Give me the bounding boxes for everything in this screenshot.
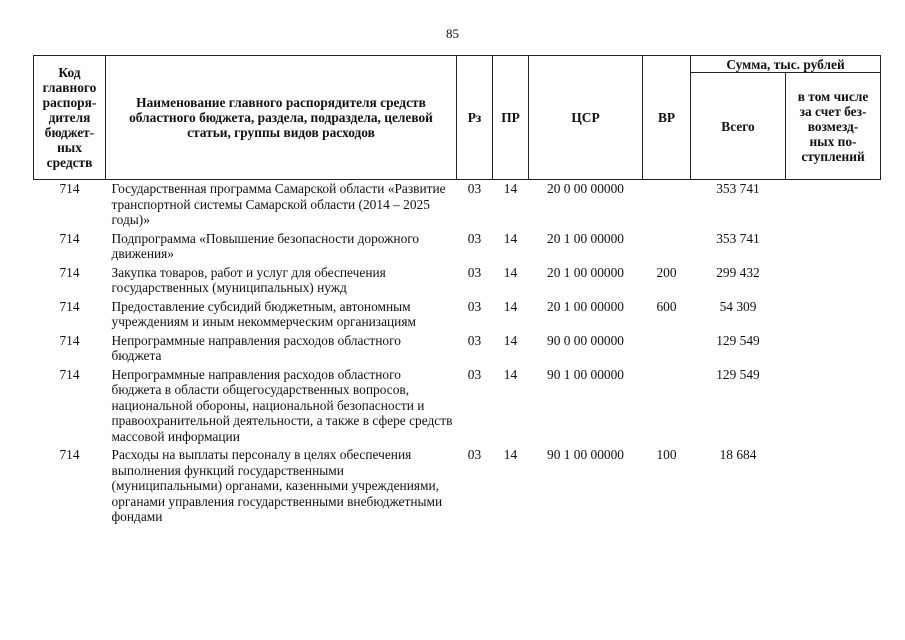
cell-total: 353 741 [716, 181, 760, 196]
cell-vr [643, 333, 691, 367]
cell-including [786, 265, 881, 299]
cell-csr: 20 1 00 00000 [547, 264, 624, 280]
header-sum: Сумма, тыс. рублей [691, 56, 881, 73]
cell-rz: 03 [467, 332, 482, 348]
cell-rz: 03 [467, 230, 482, 246]
cell-csr: 20 1 00 00000 [547, 298, 624, 314]
cell-code: 714 [59, 332, 80, 348]
cell-code: 714 [59, 264, 80, 280]
cell-including [786, 299, 881, 333]
page-number: 85 [446, 26, 459, 41]
cell-pr: 14 [503, 366, 518, 382]
cell-vr: 200 [656, 264, 677, 280]
table-body [34, 180, 881, 528]
cell-code: 714 [59, 298, 80, 314]
cell-including [786, 333, 881, 367]
cell-pr: 14 [503, 332, 518, 348]
table-row [34, 367, 881, 448]
cell-code: 714 [59, 447, 80, 462]
cell-pr: 14 [503, 264, 518, 280]
cell-rz: 03 [467, 447, 482, 462]
header-code: Код главного распоря- дителя бюджет- ных средств [34, 56, 106, 180]
header-pr: ПР [493, 56, 529, 180]
cell-csr: 90 1 00 00000 [547, 366, 624, 382]
cell-csr: 90 0 00 00000 [547, 332, 624, 348]
header-total: Всего [691, 73, 786, 180]
table-row [34, 333, 881, 367]
cell-rz: 03 [467, 298, 482, 314]
cell-name: Непрограммные направления расходов областного бюджета [111, 332, 401, 363]
table-row [34, 265, 881, 299]
cell-vr [643, 180, 691, 231]
cell-rz: 03 [467, 366, 482, 382]
budget-table [33, 55, 881, 528]
table-row [34, 180, 881, 231]
cell-including [786, 231, 881, 265]
cell-including [786, 180, 881, 231]
cell-total: 353 741 [716, 230, 760, 246]
cell-pr: 14 [503, 298, 518, 314]
cell-code: 714 [59, 230, 80, 246]
header-rz: Рз [457, 56, 493, 180]
cell-rz: 03 [467, 264, 482, 280]
cell-code: 714 [59, 181, 80, 196]
cell-name: Закупка товаров, работ и услуг для обеспечения государственных (муниципальных) нужд [111, 264, 386, 295]
header-csr: ЦСР [529, 56, 643, 180]
cell-pr: 14 [503, 181, 518, 196]
table-row [34, 447, 881, 528]
table-row [34, 299, 881, 333]
cell-including [786, 447, 881, 528]
cell-total: 129 549 [716, 332, 760, 348]
cell-total: 299 432 [716, 264, 760, 280]
cell-including [786, 367, 881, 448]
cell-total: 18 684 [719, 447, 757, 462]
cell-rz: 03 [467, 181, 482, 196]
table-row [34, 231, 881, 265]
cell-name: Расходы на выплаты персоналу в целях обеспечения выполнения функций государственными (муниципальными) органами, казенными учреждениями, органами управления государственными внебюджетными фондами [111, 447, 443, 524]
cell-pr: 14 [503, 230, 518, 246]
cell-pr: 14 [503, 447, 518, 462]
cell-csr: 20 0 00 00000 [547, 181, 624, 196]
cell-total: 54 309 [719, 298, 757, 314]
header-name: Наименование главного распорядителя средств областного бюджета, раздела, подраздела, целевой статьи, группы видов расходов [106, 56, 457, 180]
cell-name: Предоставление субсидий бюджетным, автономным учреждениям и иным некоммерческим организациям [111, 298, 416, 329]
cell-vr [643, 367, 691, 448]
cell-code: 714 [59, 366, 80, 382]
cell-vr: 600 [656, 298, 677, 314]
cell-csr: 20 1 00 00000 [547, 230, 624, 246]
header-including: в том числе за счет без- возмезд- ных по- ступлений [786, 73, 881, 180]
cell-vr [643, 231, 691, 265]
cell-name: Государственная программа Самарской области «Развитие транспортной системы Самарской области (2014 – 2025 годы)» [111, 181, 446, 227]
header-vr: ВР [643, 56, 691, 180]
cell-name: Непрограммные направления расходов областного бюджета в области общегосударственных вопросов, национальной обороны, национальной безопасности и правоохранительной деятельности, а также в сфере средств массовой информации [111, 366, 453, 444]
cell-total: 129 549 [716, 366, 760, 382]
cell-csr: 90 1 00 00000 [547, 447, 624, 462]
cell-vr: 100 [656, 447, 677, 462]
cell-name: Подпрограмма «Повышение безопасности дорожного движения» [111, 230, 420, 261]
